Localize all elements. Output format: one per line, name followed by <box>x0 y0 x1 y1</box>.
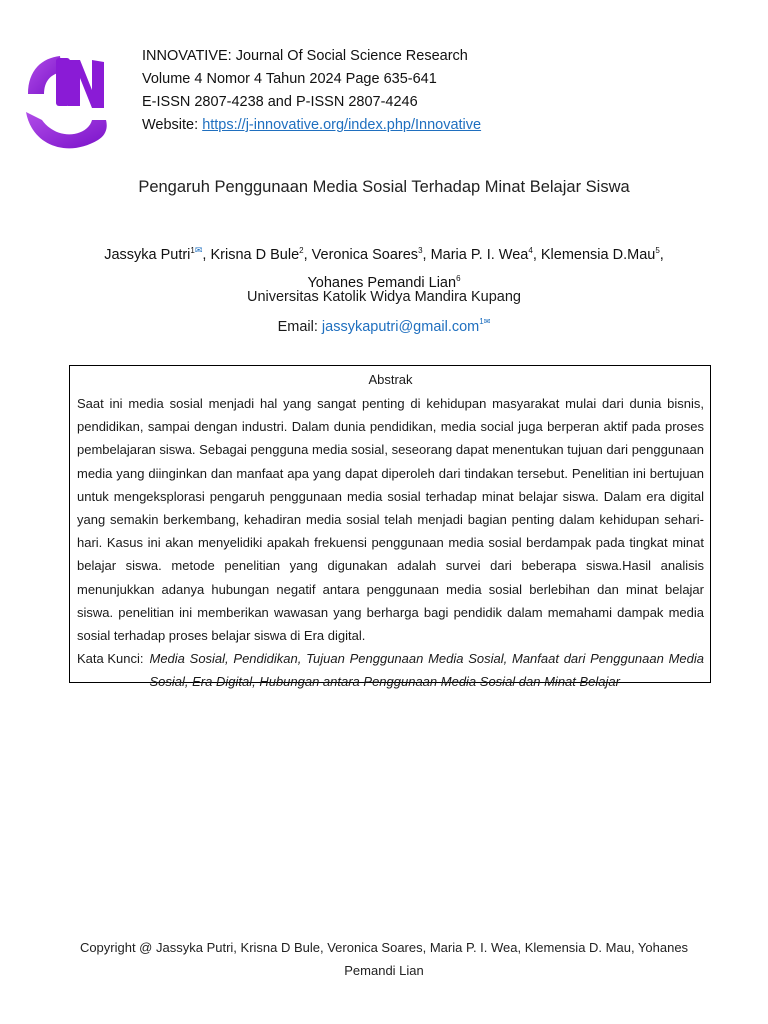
author-name: Yohanes Pemandi Lian <box>307 275 457 291</box>
journal-header <box>142 45 481 137</box>
author-sup: 6 <box>456 274 461 283</box>
website-label: Website: <box>142 117 203 133</box>
keywords-values: Media Sosial, Pendidikan, Tujuan Penggunaan Media Sosial, Manfaat dari Penggunaan Media Sosial, Era Digital, Hubungan antara Penggunaan Media Sosial dan Minat Belajar <box>149 651 704 690</box>
journal-website <box>142 114 481 137</box>
author-name: Jassyka Putri <box>104 247 191 263</box>
affiliation: Universitas Katolik Widya Mandira Kupang <box>246 289 521 305</box>
author-name: Veronica Soares <box>311 247 419 263</box>
email-label: Email: <box>277 319 322 335</box>
email-sup: 1 <box>479 317 484 326</box>
journal-volume: Volume 4 Nomor 4 Tahun 2024 Page 635-641 <box>142 71 437 87</box>
author-sup: 1 <box>190 246 195 255</box>
journal-name: INNOVATIVE: Journal Of Social Science Research <box>142 48 468 64</box>
author-sup: 2 <box>299 246 304 255</box>
envelope-icon: ✉ <box>483 317 491 326</box>
copyright-footer: Copyright @ Jassyka Putri, Krisna D Bule, Veronica Soares, Maria P. I. Wea, Klemensia D. Mau, Yohanes Pemandi Lian <box>79 940 689 978</box>
email-link[interactable]: jassykaputri@gmail.com <box>321 319 480 335</box>
author-sup: 3 <box>418 246 423 255</box>
abstract-heading: Abstrak <box>368 372 413 387</box>
email-line <box>0 317 768 335</box>
author-sup: 4 <box>528 246 533 255</box>
author-list: Jassyka Putri$^{1✉}$, Krisna D Bule$^2$, Veronica Soares$^3$, Maria P. I. Wea$^4$, Klemensia D.Mau$^5$, Yohanes Pemandi Lian$^6$ <box>104 245 664 291</box>
author-name: Krisna D Bule <box>210 247 300 263</box>
author-name: Maria P. I. Wea <box>430 247 529 263</box>
journal-logo <box>22 50 110 158</box>
journal-issn: E-ISSN 2807-4238 and P-ISSN 2807-4246 <box>142 94 418 110</box>
website-link[interactable]: https://j-innovative.org/index.php/Innovative <box>202 117 482 133</box>
author-sup: 5 <box>655 246 660 255</box>
paper-title: Pengaruh Penggunaan Media Sosial Terhadap Minat Belajar Siswa <box>138 178 630 196</box>
author-name: Klemensia D.Mau <box>540 247 656 263</box>
abstract-box <box>69 365 711 690</box>
keywords-row <box>77 647 704 693</box>
envelope-icon: ✉ <box>194 245 203 255</box>
abstract-body: Saat ini media sosial menjadi hal yang sangat penting di kehidupan masyarakat mulai dari dunia bisnis, pendidikan, sampai dengan industri. Dalam dunia pendidikan, media social juga berperan aktif pada proses pembelajaran siswa. Sebagai pengguna media sosial, seseorang dapat menentukan tujuan dari penggunaan media yang diinginkan dan manfaat apa yang dapat diperoleh dari tindakan tersebut. Penelitian ini bertujuan untuk mengeksplorasi pengaruh penggunaan media sosial terhadap minat belajar siswa. Dalam era digital yang semakin berkembang, kehadiran media sosial telah menjadi bagian penting dalam kehidupan sehari-hari. Kasus ini akan menyelidiki apakah frekuensi penggunaan media sosial berdampak pada tingkat minat belajar siswa. metode penelitian yang digunakan adalah survei dari beberapa siswa.Hasil analisis menunjukkan adanya hubungan negatif antara penggunaan media sosial berlebihan dan minat belajar siswa. penelitian ini memberikan wawasan yang berharga bagi pendidik dalam memahami dampak media sosial terhadap proses belajar siswa di Era digital. <box>77 396 704 644</box>
keywords-label: Kata Kunci: <box>77 651 144 667</box>
